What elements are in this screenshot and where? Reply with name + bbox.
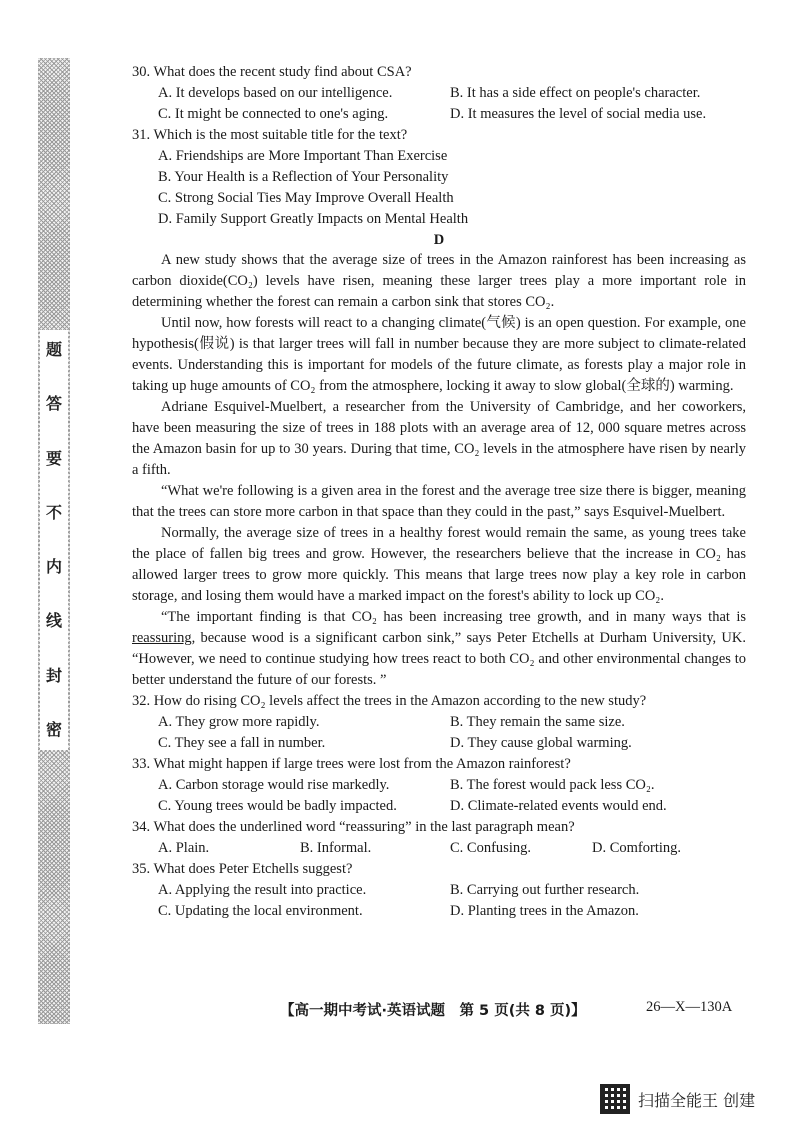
seal-char: 要 [45, 448, 62, 468]
option-b: B. Carrying out further research. [450, 882, 640, 898]
question-31: 31. Which is the most suitable title for the text? [132, 127, 408, 143]
underlined-word: reassuring [132, 630, 192, 646]
seal-char: 封 [45, 665, 62, 685]
option-d: D. Family Support Greatly Impacts on Mental Health [158, 211, 469, 227]
seal-char: 密 [45, 719, 62, 739]
section-heading: D [433, 232, 445, 248]
option-c: C. They see a fall in number. [158, 735, 326, 751]
passage-paragraph-6 [132, 607, 746, 691]
question-35-options [132, 880, 746, 922]
option-b: B. They remain the same size. [450, 714, 625, 730]
question-31-options [132, 146, 746, 230]
passage-paragraph-5: Normally, the average size of trees in a healthy forest would remain the same, as young trees take the place of fallen big trees and grow. However, the researchers believe that the increase in CO₂ has allowed larger trees to grow more quickly. This means that large trees now play a key role in carbon storage, and losing them would have a marked impact on the forest's ability to lock up CO₂. [132, 525, 746, 604]
option-d: D. It measures the level of social media use. [450, 106, 707, 122]
question-33: 33. What might happen if large trees were lost from the Amazon rainforest? [132, 756, 571, 772]
option-c: C. Strong Social Ties May Improve Overall Health [158, 190, 454, 206]
option-c: C. Confusing. [450, 840, 531, 856]
qr-code-icon [600, 1084, 630, 1114]
option-d: D. Planting trees in the Amazon. [450, 903, 639, 919]
passage-paragraph-3: Adriane Esquivel-Muelbert, a researcher from the University of Cambridge, and her coworkers, have been measuring the size of trees in 188 plots with an average area of 12, 000 square metres across the Amazon basin for up to 30 years. During that time, CO₂ levels in the atmosphere have risen by nearly a fifth. [132, 399, 746, 478]
option-c: C. Updating the local environment. [158, 903, 363, 919]
question-35: 35. What does Peter Etchells suggest? [132, 861, 353, 877]
option-a: A. Friendships are More Important Than Exercise [158, 148, 448, 164]
passage-paragraph-4: “What we're following is a given area in the forest and the average tree size there is bigger, meaning that the trees can store more carbon in that space than they could in the past,” says Esquivel-Muelbert. [132, 483, 746, 520]
exam-code: 26—X—130A [646, 999, 733, 1015]
page-footer-title: 【高一期中考试·英语试题 第 5 页(共 8 页)】 [280, 1003, 586, 1019]
paragraph-text: “The important finding is that CO₂ has been increasing tree growth, and in many ways that is [161, 609, 746, 625]
option-d: D. They cause global warming. [450, 735, 632, 751]
question-32-options [132, 712, 746, 754]
seal-char: 内 [45, 557, 62, 577]
option-a: A. It develops based on our intelligence. [158, 85, 393, 101]
question-34-options [132, 838, 746, 859]
passage-paragraph-1: A new study shows that the average size of trees in the Amazon rainforest has been increasing as carbon dioxide(CO₂) levels have risen, meaning these larger trees play a more important role in determining whether the forest can remain a carbon sink that stores CO₂. [132, 252, 746, 310]
paragraph-text: , because wood is a significant carbon sink,” says Peter Etchells at Durham University, UK. “However, we need to continue studying how trees react to both CO₂ and other environmental changes to better understand the future of our forests. ” [132, 630, 746, 688]
option-a: A. They grow more rapidly. [158, 714, 320, 730]
seal-char: 不 [45, 502, 62, 522]
question-30: 30. What does the recent study find about CSA? [132, 64, 412, 80]
seal-line-notice [40, 330, 68, 750]
option-b: B. The forest would pack less CO₂. [450, 777, 655, 793]
option-c: C. Young trees would be badly impacted. [158, 798, 397, 814]
scanner-label: 扫描全能王 创建 [638, 1090, 756, 1110]
question-33-options [132, 775, 746, 817]
passage-paragraph-2: Until now, how forests will react to a changing climate(气候) is an open question. For example, one hypothesis(假说) is that larger trees will fall in number because they are more subject to climate-related events. Understanding this is important for models of the future climate, as forests play a major role in taking up huge amounts of CO₂ from the atmosphere, locking it away to slow global(全球的) warming. [132, 315, 746, 394]
seal-char: 答 [45, 394, 62, 414]
option-b: B. Informal. [300, 840, 372, 856]
option-a: A. Carbon storage would rise markedly. [158, 777, 390, 793]
exam-page-content [132, 62, 746, 922]
seal-char: 题 [45, 340, 62, 359]
option-c: C. It might be connected to one's aging. [158, 106, 389, 122]
option-a: A. Plain. [158, 840, 210, 856]
question-32: 32. How do rising CO₂ levels affect the trees in the Amazon according to the new study? [132, 693, 647, 709]
option-d: D. Comforting. [592, 840, 682, 856]
option-b: B. Your Health is a Reflection of Your Personality [158, 169, 449, 185]
seal-char: 线 [45, 611, 62, 631]
scanner-watermark [600, 1084, 755, 1114]
option-d: D. Climate-related events would end. [450, 798, 667, 814]
question-30-options [132, 83, 746, 125]
option-b: B. It has a side effect on people's character. [450, 85, 701, 101]
question-34: 34. What does the underlined word “reassuring” in the last paragraph mean? [132, 819, 575, 835]
option-a: A. Applying the result into practice. [158, 882, 367, 898]
